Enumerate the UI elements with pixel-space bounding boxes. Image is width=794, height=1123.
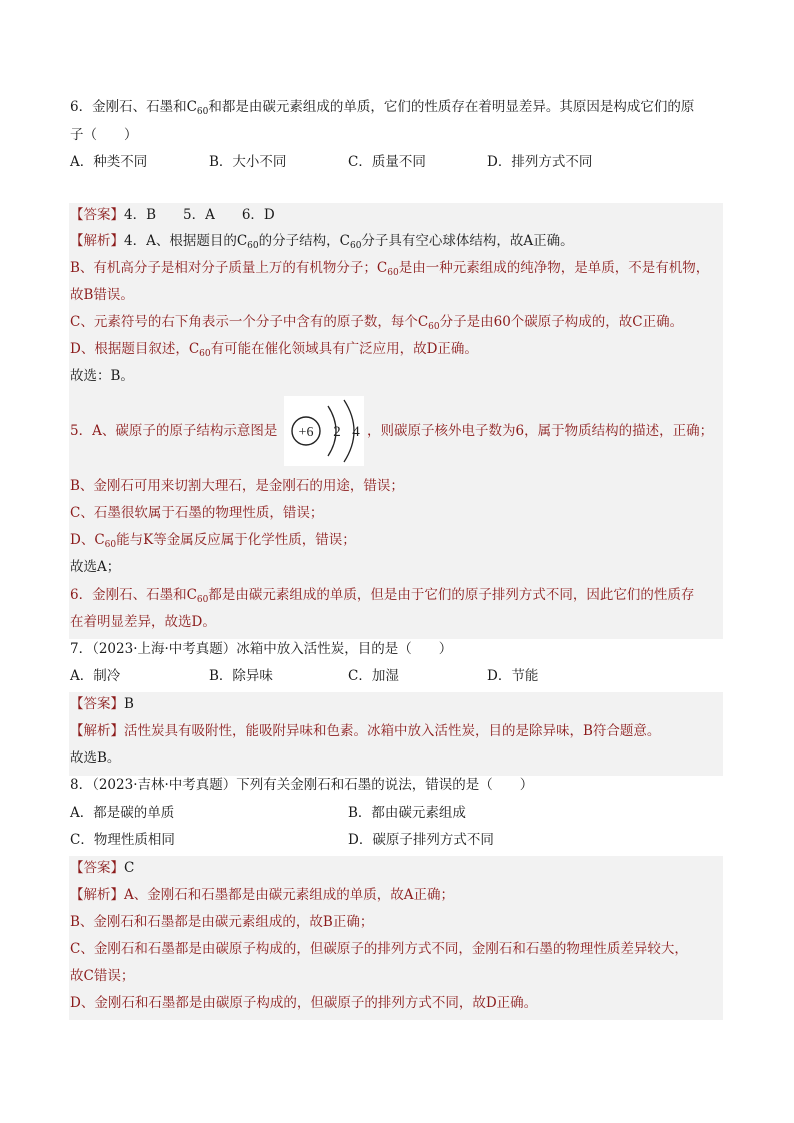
q7-option-a: A．制冷 — [70, 668, 121, 684]
q7-conclusion: 故选B。 — [70, 750, 121, 766]
q7-option-b: B．除异味 — [209, 668, 273, 684]
answer-line-4-6: 【答案】4．B 5．A 6．D — [70, 207, 275, 223]
q8-analysis-4: 故C错误； — [70, 968, 135, 984]
q8-answer: 【答案】C — [70, 860, 135, 876]
analysis-line-1: 【解析】4．A、根据题目的$C_{60}$的分子结构，$C_{60}$分子具有空心球体结构，故A正确。 — [70, 233, 574, 251]
atom-structure-svg — [284, 396, 364, 466]
q7-stem: 7．（2023·上海·中考真题）冰箱中放入活性炭，目的是（ ） — [70, 641, 453, 657]
q6-stem: 6．金刚石、石墨和$C_{60}$和都是由碳元素组成的单质，它们的性质存在着明显差异。其原因是构成它们的原 — [70, 99, 695, 117]
analysis-line-5: D、根据题目叙述，$C_{60}$有可能在催化领域具有广泛应用，故D正确。 — [70, 341, 478, 359]
q8-analysis-1: 【解析】A、金刚石和石墨都是由碳元素组成的单质，故A正确； — [70, 887, 454, 903]
carbon-atom-diagram — [284, 396, 364, 466]
q7-analysis: 【解析】活性炭具有吸附性，能吸附异味和色素。冰箱中放入活性炭，目的是除异味，B符合题意。 — [70, 723, 661, 739]
analysis-line-8: B、金刚石可用来切割大理石，是金刚石的用途，错误； — [70, 478, 404, 494]
analysis-line-7: 5．A、碳原子的原子结构示意图是 — [70, 423, 278, 439]
q6-option-d: D．排列方式不同 — [487, 154, 593, 170]
nucleus-label: +6 — [298, 425, 314, 440]
analysis-line-3: 故B错误。 — [70, 287, 134, 303]
analysis-line-10: D、$C_{60}$能与K等金属反应属于化学性质，错误； — [70, 532, 356, 550]
analysis-line-12: 6．金刚石、石墨和$C_{60}$都是由碳元素组成的单质，但是由于它们的原子排列方式不同，因此它们的性质存 — [70, 587, 695, 605]
q7-option-d: D．节能 — [487, 668, 539, 684]
q8-option-b: B．都由碳元素组成 — [348, 805, 466, 821]
q8-analysis-5: D、金刚石和石墨都是由碳原子构成的，但碳原子的排列方式不同，故D正确。 — [70, 995, 538, 1011]
q6-option-c: C．质量不同 — [348, 154, 426, 170]
shell1-electrons: 2 — [333, 424, 341, 440]
q8-analysis-3: C、金刚石和石墨都是由碳原子构成的，但碳原子的排列方式不同，金刚石和石墨的物理性质差异较大， — [70, 941, 688, 957]
q6-option-a: A．种类不同 — [70, 154, 148, 170]
analysis-line-11: 故选A； — [70, 559, 121, 575]
shell2-electrons: 4 — [352, 424, 360, 440]
q8-stem: 8．（2023·吉林·中考真题）下列有关金刚石和石墨的说法，错误的是（ ） — [70, 777, 534, 793]
q7-answer: 【答案】B — [70, 696, 134, 712]
q8-option-a: A．都是碳的单质 — [70, 805, 175, 821]
q8-option-d: D．碳原子排列方式不同 — [348, 832, 494, 848]
q7-option-c: C．加湿 — [348, 668, 399, 684]
q6-stem-line2: 子（ ） — [70, 127, 138, 143]
analysis-line-2: B、有机高分子是相对分子质量上万的有机物分子；$C_{60}$是由一种元素组成的纯净物，是单质，不是有机物， — [70, 260, 710, 278]
q8-analysis-2: B、金刚石和石墨都是由碳元素组成的，故B正确； — [70, 914, 374, 930]
analysis-line-6: 故选：B。 — [70, 368, 134, 384]
analysis-line-9: C、石墨很软属于石墨的物理性质，错误； — [70, 505, 324, 521]
analysis-line-13: 在着明显差异，故选D。 — [70, 614, 216, 630]
q8-option-c: C．物理性质相同 — [70, 832, 175, 848]
analysis-line-4: C、元素符号的右下角表示一个分子中含有的原子数，每个$C_{60}$分子是由60个碳原子构成的，故C正确。 — [70, 314, 684, 332]
q6-option-b: B．大小不同 — [209, 154, 287, 170]
analysis-line-7-cont: ，则碳原子核外电子数为6，属于物质结构的描述，正确； — [367, 423, 714, 439]
